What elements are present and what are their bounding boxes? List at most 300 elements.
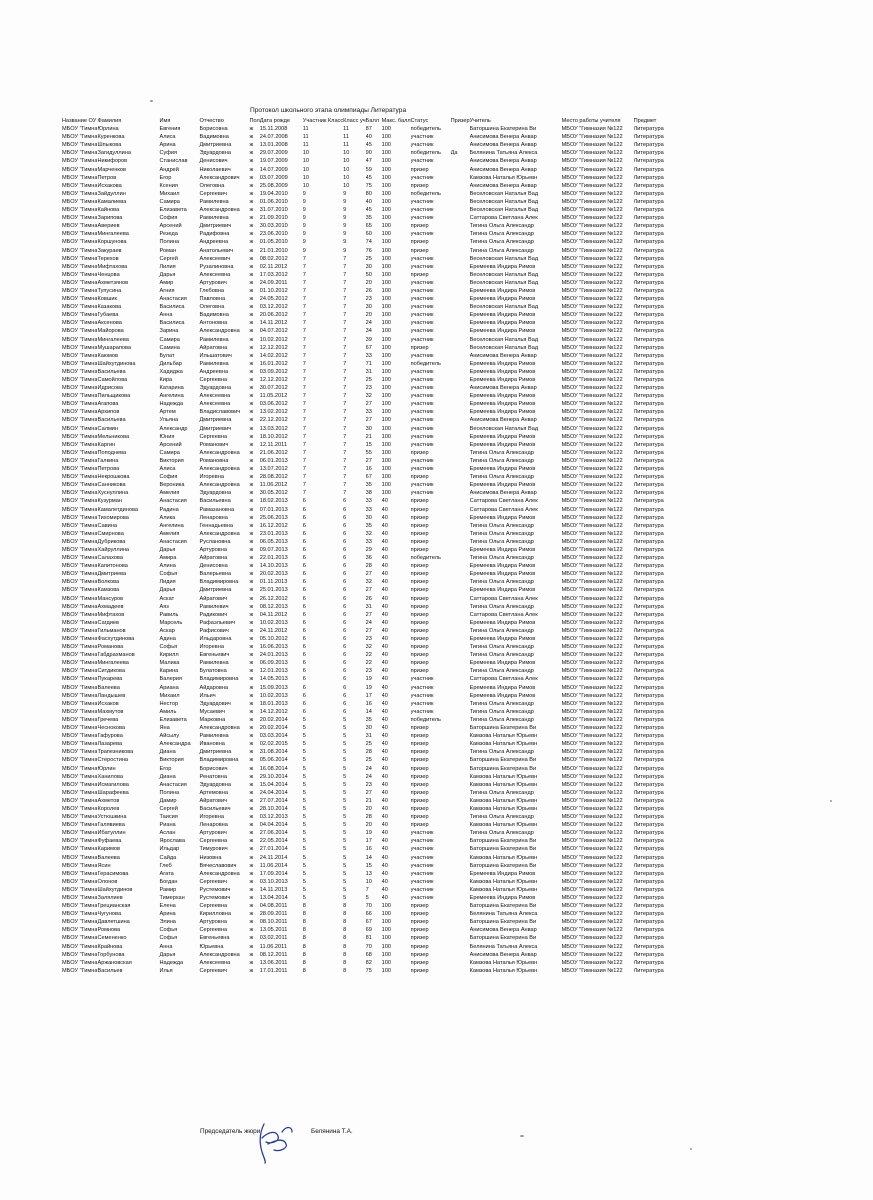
prizewinner-cell: [451, 473, 470, 481]
participant-class-cell: 6: [302, 619, 306, 626]
score-cell: 16: [365, 700, 372, 707]
teacher-cell: Баторшина Екатерина Ви: [469, 846, 537, 853]
birthdate-cell: 30.05.2012: [259, 490, 288, 497]
name-cell: Ангелина: [159, 393, 184, 400]
max-score-cell: 100: [381, 231, 391, 238]
surname-cell: Каргин: [97, 441, 116, 448]
gender-cell: ж: [249, 385, 254, 392]
subject-cell: Литература: [633, 287, 664, 294]
gender-cell: ж: [249, 344, 254, 351]
teacher-workplace-cell: МБОУ "Гимназия №122: [561, 247, 623, 254]
patronymic-cell: Глебовна: [199, 287, 224, 294]
prizewinner-cell: [451, 603, 470, 611]
max-score-cell: 100: [381, 409, 391, 416]
birthdate-cell: 20.06.2012: [259, 312, 288, 319]
prizewinner-cell: [451, 943, 470, 951]
teacher-workplace-cell: МБОУ "Гимназия №122: [561, 498, 623, 505]
prizewinner-cell: [451, 392, 470, 400]
surname-cell: Петров: [97, 174, 117, 181]
name-cell: Радина: [159, 506, 179, 513]
school-cell: МБОУ "Гимна: [62, 563, 98, 570]
patronymic-cell: Дмитриевна: [199, 142, 232, 149]
patronymic-cell: Ленаровна: [199, 514, 228, 521]
patronymic-cell: Рамилевна: [199, 198, 229, 205]
patronymic-cell: Игоревна: [199, 474, 224, 481]
max-score-cell: 100: [381, 296, 391, 303]
participant-class-cell: 7: [302, 385, 306, 392]
name-cell: Надежда: [159, 401, 184, 408]
subject-cell: Литература: [633, 328, 664, 335]
teacher-cell: Еремеева Индира Римов: [469, 433, 536, 440]
surname-cell: Хуснуллина: [97, 490, 129, 497]
teacher-workplace-cell: МБОУ "Гимназия №122: [561, 708, 623, 715]
surname-cell: Кайнова: [97, 207, 120, 214]
max-score-cell: 40: [381, 781, 388, 788]
teacher-cell: Еремеева Индира Римов: [469, 482, 536, 489]
teacher-cell: Еремеева Индира Римов: [469, 870, 536, 877]
patronymic-cell: Айратовна: [199, 344, 228, 351]
gender-cell: ж: [249, 263, 254, 270]
subject-cell: Литература: [633, 571, 664, 578]
participant-class-cell: 7: [302, 352, 306, 359]
teacher-cell: Камзова Наталья Юрьевн: [469, 174, 538, 181]
class-cell: 5: [343, 862, 347, 869]
subject-cell: Литература: [633, 150, 664, 157]
gender-cell: ж: [249, 660, 254, 667]
score-cell: 67: [365, 919, 372, 926]
teacher-cell: Саттарова Светлана Алек: [469, 611, 538, 618]
birthdate-cell: 03.07.2009: [259, 174, 288, 181]
status-cell: призер: [410, 587, 429, 594]
max-score-cell: 40: [381, 725, 388, 732]
score-cell: 59: [365, 166, 372, 173]
protocol-title: Протокол школьного этапа олимпиады Литература: [250, 107, 407, 114]
gender-cell: ж: [249, 312, 254, 319]
max-score-cell: 40: [381, 571, 388, 578]
max-score-cell: 40: [381, 668, 388, 675]
subject-cell: Литература: [633, 320, 664, 327]
birthdate-cell: 14.11.2013: [259, 886, 288, 893]
gender-cell: ж: [249, 595, 254, 602]
gender-cell: ж: [249, 336, 254, 343]
school-cell: МБОУ "Гимна: [62, 498, 98, 505]
teacher-cell: Еремеева Индира Римов: [469, 312, 536, 319]
subject-cell: Литература: [633, 207, 664, 214]
subject-cell: Литература: [633, 296, 664, 303]
participant-class-cell: 5: [302, 781, 306, 788]
teacher-cell: Баторшина Екатерина Ви: [469, 919, 537, 926]
score-cell: 21: [365, 433, 372, 440]
score-cell: 20: [365, 822, 372, 829]
prizewinner-cell: [451, 376, 470, 384]
table-row: [62, 870, 678, 878]
birthdate-cell: 21.09.2010: [259, 215, 288, 222]
max-score-cell: 100: [381, 198, 391, 205]
status-cell: участник: [410, 466, 434, 473]
status-cell: призер: [410, 757, 429, 764]
teacher-cell: Веселовская Наталья Вад: [469, 255, 539, 262]
patronymic-cell: Ильдаровна: [199, 636, 232, 642]
surname-cell: Куренкова: [97, 134, 125, 141]
status-cell: призер: [410, 474, 429, 481]
score-cell: 32: [365, 579, 372, 586]
prizewinner-cell: [451, 837, 470, 845]
status-cell: участник: [410, 158, 434, 165]
max-score-cell: 40: [381, 741, 388, 748]
score-cell: 70: [365, 903, 372, 910]
signature: [256, 1118, 296, 1164]
table-row: [62, 465, 678, 473]
score-cell: 75: [365, 182, 372, 189]
patronymic-cell: Эдуардовна: [199, 490, 231, 497]
teacher-cell: Белянина Татьяна Алекса: [469, 150, 538, 157]
participant-class-cell: 5: [302, 805, 306, 812]
class-cell: 9: [343, 190, 347, 197]
birthdate-cell: 15.09.2013: [259, 684, 288, 691]
participant-class-cell: 7: [302, 409, 306, 416]
name-cell: Тимерхан: [159, 895, 185, 901]
surname-cell: Исмагилова: [97, 781, 129, 788]
teacher-cell: Саттарова Светлана Алек: [469, 595, 538, 602]
birthdate-cell: 19.07.2009: [259, 158, 288, 165]
score-cell: 80: [365, 190, 372, 197]
teacher-cell: Баторшина Екатерина Ви: [469, 903, 537, 910]
birthdate-cell: 06.09.2013: [259, 660, 288, 667]
prizewinner-cell: [451, 238, 470, 246]
table-row: [62, 263, 678, 271]
gender-cell: ж: [249, 951, 254, 958]
patronymic-cell: Артуровна: [199, 546, 227, 553]
score-cell: 24: [365, 619, 372, 626]
prizewinner-cell: [451, 425, 470, 433]
prizewinner-cell: [451, 133, 470, 141]
teacher-workplace-cell: МБОУ "Гимназия №122: [561, 668, 623, 675]
patronymic-cell: Александровна: [199, 725, 240, 732]
scan-speck: [150, 100, 153, 102]
name-cell: Самира: [159, 198, 180, 205]
birthdate-cell: 04.08.2011: [259, 903, 288, 910]
gender-cell: ж: [249, 457, 254, 464]
surname-cell: Ромнова: [97, 927, 121, 934]
patronymic-cell: Владимировна: [199, 757, 239, 764]
participant-class-cell: 7: [302, 336, 306, 343]
teacher-cell: Тигина Ольга Александр: [469, 603, 534, 610]
surname-cell: Исхаков: [97, 700, 119, 707]
participant-class-cell: 8: [302, 903, 306, 910]
school-cell: МБОУ "Гимна: [62, 587, 98, 594]
class-cell: 6: [343, 522, 347, 529]
school-cell: МБОУ "Гимна: [62, 182, 98, 189]
gender-cell: ж: [249, 231, 254, 238]
subject-cell: Литература: [633, 142, 664, 149]
name-cell: Алика: [159, 514, 176, 521]
name-cell: Самина: [159, 344, 180, 351]
teacher-cell: Еремеева Индира Римов: [469, 401, 536, 408]
teacher-cell: Анисимова Венера Анвар: [469, 927, 537, 934]
name-cell: Таисия: [159, 814, 178, 821]
birthdate-cell: 11.06.2014: [259, 862, 288, 869]
subject-cell: Литература: [633, 943, 664, 950]
school-cell: МБОУ "Гимна: [62, 830, 98, 837]
table-row: [62, 700, 678, 708]
participant-class-cell: 7: [302, 296, 306, 303]
teacher-workplace-cell: МБОУ "Гимназия №122: [561, 595, 623, 602]
class-cell: 8: [343, 951, 347, 958]
prizewinner-cell: [451, 465, 470, 473]
max-score-cell: 100: [381, 182, 391, 189]
prizewinner-cell: [451, 360, 470, 368]
subject-cell: Литература: [633, 660, 664, 667]
teacher-workplace-cell: МБОУ "Гимназия №122: [561, 886, 623, 893]
score-cell: 23: [365, 296, 372, 303]
name-cell: Самира: [159, 336, 180, 343]
patronymic-cell: Владимировна: [199, 676, 239, 683]
teacher-cell: Еремеева Индира Римов: [469, 328, 536, 335]
max-score-cell: 100: [381, 393, 391, 400]
subject-cell: Литература: [633, 401, 664, 408]
class-cell: 5: [343, 781, 347, 788]
birthdate-cell: 30.07.2012: [259, 385, 288, 392]
prizewinner-cell: [451, 732, 470, 740]
patronymic-cell: Антоновна: [199, 320, 228, 327]
school-cell: МБОУ "Гимна: [62, 805, 98, 812]
status-cell: призер: [410, 797, 429, 804]
subject-cell: Литература: [633, 409, 664, 416]
prizewinner-cell: [451, 457, 470, 465]
patronymic-cell: Александрович: [199, 174, 240, 181]
name-cell: Сайда: [159, 854, 177, 861]
name-cell: Анастасия: [159, 781, 187, 788]
name-cell: Валерия: [159, 676, 182, 683]
teacher-cell: Тигина Ольга Александр: [469, 239, 534, 246]
patronymic-cell: Васильевна: [199, 498, 231, 505]
school-cell: МБОУ "Гимна: [62, 287, 98, 294]
status-cell: призер: [410, 951, 429, 958]
teacher-cell: Анисимова Венера Анвар: [469, 158, 537, 165]
patronymic-cell: Артемовна: [199, 789, 228, 796]
patronymic-cell: Сергеевна: [199, 927, 228, 934]
surname-cell: Казакова: [97, 304, 122, 311]
school-cell: МБОУ "Гимна: [62, 538, 98, 545]
subject-cell: Литература: [633, 822, 664, 829]
teacher-cell: Тигина Ольга Александр: [469, 555, 534, 562]
name-cell: Амелия: [159, 490, 180, 497]
max-score-cell: 100: [381, 134, 391, 141]
participant-class-cell: 7: [302, 433, 306, 440]
patronymic-cell: Рамилевна: [199, 733, 229, 740]
teacher-workplace-cell: МБОУ "Гимназия №122: [561, 401, 623, 408]
school-cell: МБОУ "Гимна: [62, 700, 98, 707]
teacher-workplace-cell: МБОУ "Гимназия №122: [561, 490, 623, 497]
name-cell: Софья: [159, 644, 178, 651]
school-cell: МБОУ "Гимна: [62, 223, 98, 230]
table-row: [62, 603, 678, 611]
participant-class-cell: 8: [302, 927, 306, 934]
status-cell: участник: [410, 433, 434, 440]
status-cell: участник: [410, 417, 434, 424]
surname-cell: Валеева: [97, 684, 120, 691]
gender-cell: ж: [249, 765, 254, 772]
subject-cell: Литература: [633, 215, 664, 222]
class-cell: 6: [343, 619, 347, 626]
name-cell: Аскар: [159, 627, 175, 634]
gender-cell: ж: [249, 126, 254, 133]
name-cell: Аяз: [159, 603, 169, 610]
score-cell: 55: [365, 449, 372, 456]
participant-class-cell: 7: [302, 328, 306, 335]
gender-cell: ж: [249, 636, 254, 642]
gender-cell: ж: [249, 611, 254, 618]
table-row: [62, 837, 678, 845]
max-score-cell: 40: [381, 886, 388, 893]
patronymic-cell: Владимировна: [199, 579, 239, 586]
status-cell: участник: [410, 231, 434, 238]
prizewinner-cell: [451, 684, 470, 692]
max-score-cell: 100: [381, 207, 391, 214]
patronymic-cell: Тимурович: [199, 846, 228, 853]
score-cell: 16: [365, 846, 372, 853]
birthdate-cell: 14.12.2012: [259, 708, 288, 715]
participant-class-cell: 7: [302, 377, 306, 383]
participant-class-cell: 7: [302, 360, 306, 367]
header-name: Имя: [159, 118, 171, 124]
class-cell: 7: [343, 255, 347, 262]
teacher-workplace-cell: МБОУ "Гимназия №122: [561, 765, 623, 772]
table-row: [62, 538, 678, 546]
surname-cell: Габдрахманов: [97, 652, 135, 659]
status-cell: участник: [410, 287, 434, 294]
participant-class-cell: 6: [302, 668, 306, 675]
score-cell: 23: [365, 636, 372, 642]
subject-cell: Литература: [633, 425, 664, 432]
gender-cell: ж: [249, 182, 254, 189]
table-row: [62, 481, 678, 489]
subject-cell: Литература: [633, 522, 664, 529]
participant-class-cell: 8: [302, 959, 306, 966]
max-score-cell: 100: [381, 215, 391, 222]
surname-cell: Крайнова: [97, 943, 123, 950]
school-cell: МБОУ "Гимна: [62, 134, 98, 141]
patronymic-cell: Дмитриевна: [199, 417, 232, 424]
teacher-cell: Еремеева Индира Римов: [469, 514, 536, 521]
teacher-cell: Еремеева Индира Римов: [469, 360, 536, 367]
table-row: [62, 125, 678, 133]
surname-cell: Каримов: [97, 846, 121, 853]
teacher-workplace-cell: МБОУ "Гимназия №122: [561, 781, 623, 788]
participant-class-cell: 7: [302, 490, 306, 497]
name-cell: Егор: [159, 765, 172, 772]
results-table: [62, 117, 678, 975]
prizewinner-cell: [451, 619, 470, 627]
score-cell: 31: [365, 603, 372, 610]
table-row: [62, 586, 678, 594]
prizewinner-cell: [451, 230, 470, 238]
prizewinner-cell: [451, 797, 470, 805]
name-cell: Равиль: [159, 611, 179, 618]
table-row: [62, 182, 678, 190]
patronymic-cell: Радифовна: [199, 231, 230, 238]
table-row: [62, 400, 678, 408]
prizewinner-cell: [451, 878, 470, 886]
patronymic-cell: Вадимовна: [199, 312, 229, 319]
patronymic-cell: Вадимовна: [199, 134, 229, 141]
max-score-cell: 100: [381, 919, 391, 926]
patronymic-cell: Айратович: [199, 797, 228, 804]
class-cell: 7: [343, 466, 347, 473]
patronymic-cell: Васильевич: [199, 805, 231, 812]
status-cell: участник: [410, 886, 434, 893]
status-cell: победитель: [410, 190, 441, 197]
subject-cell: Литература: [633, 789, 664, 796]
prizewinner-cell: [451, 538, 470, 546]
patronymic-cell: Артурович: [199, 830, 227, 837]
table-row: [62, 327, 678, 335]
patronymic-cell: Александровна: [199, 328, 240, 335]
table-row: [62, 222, 678, 230]
max-score-cell: 40: [381, 878, 388, 885]
surname-cell: Ясин: [97, 862, 111, 869]
teacher-cell: Еремеева Индира Римов: [469, 587, 536, 594]
table-row: [62, 934, 678, 942]
gender-cell: ж: [249, 466, 254, 473]
table-row: [62, 716, 678, 724]
prizewinner-cell: [451, 449, 470, 457]
birthdate-cell: 14.05.2013: [259, 676, 288, 683]
teacher-workplace-cell: МБОУ "Гимназия №122: [561, 449, 623, 456]
status-cell: призер: [410, 514, 429, 521]
birthdate-cell: 03.02.2011: [259, 935, 288, 942]
table-header-row: [62, 117, 678, 125]
class-cell: 7: [343, 304, 347, 311]
table-row: [62, 392, 678, 400]
class-cell: 5: [343, 749, 347, 756]
subject-cell: Литература: [633, 239, 664, 246]
participant-class-cell: 8: [302, 911, 306, 918]
score-cell: 17: [365, 692, 372, 699]
score-cell: 45: [365, 142, 372, 149]
teacher-workplace-cell: МБОУ "Гимназия №122: [561, 425, 623, 432]
subject-cell: Литература: [633, 449, 664, 456]
table-row: [62, 376, 678, 384]
gender-cell: ж: [249, 878, 254, 885]
class-cell: 5: [343, 814, 347, 821]
birthdate-cell: 18.01.2013: [259, 700, 288, 707]
score-cell: 33: [365, 538, 372, 545]
surname-cell: Тихомирова: [97, 514, 129, 521]
surname-cell: Шайхутдинова: [97, 360, 136, 367]
header-participant-class: Участник Класс: [302, 118, 344, 124]
teacher-cell: Анисимова Венера Анвар: [469, 166, 537, 173]
table-row: [62, 732, 678, 740]
prizewinner-cell: [451, 651, 470, 659]
surname-cell: Галкина: [97, 457, 119, 464]
teacher-workplace-cell: МБОУ "Гимназия №122: [561, 474, 623, 481]
teacher-workplace-cell: МБОУ "Гимназия №122: [561, 967, 623, 974]
max-score-cell: 100: [381, 174, 391, 181]
patronymic-cell: Денисович: [199, 158, 228, 165]
teacher-workplace-cell: МБОУ "Гимназия №122: [561, 555, 623, 562]
subject-cell: Литература: [633, 935, 664, 942]
patronymic-cell: Евгеньевна: [199, 935, 230, 942]
status-cell: призер: [410, 546, 429, 553]
status-cell: участник: [410, 393, 434, 400]
teacher-cell: Анисимова Венера Анвар: [469, 951, 537, 958]
teacher-cell: Камзова Наталья Юрьевн: [469, 967, 538, 974]
prizewinner-cell: [451, 821, 470, 829]
score-cell: 35: [365, 522, 372, 529]
max-score-cell: 100: [381, 433, 391, 440]
max-score-cell: 40: [381, 700, 388, 707]
